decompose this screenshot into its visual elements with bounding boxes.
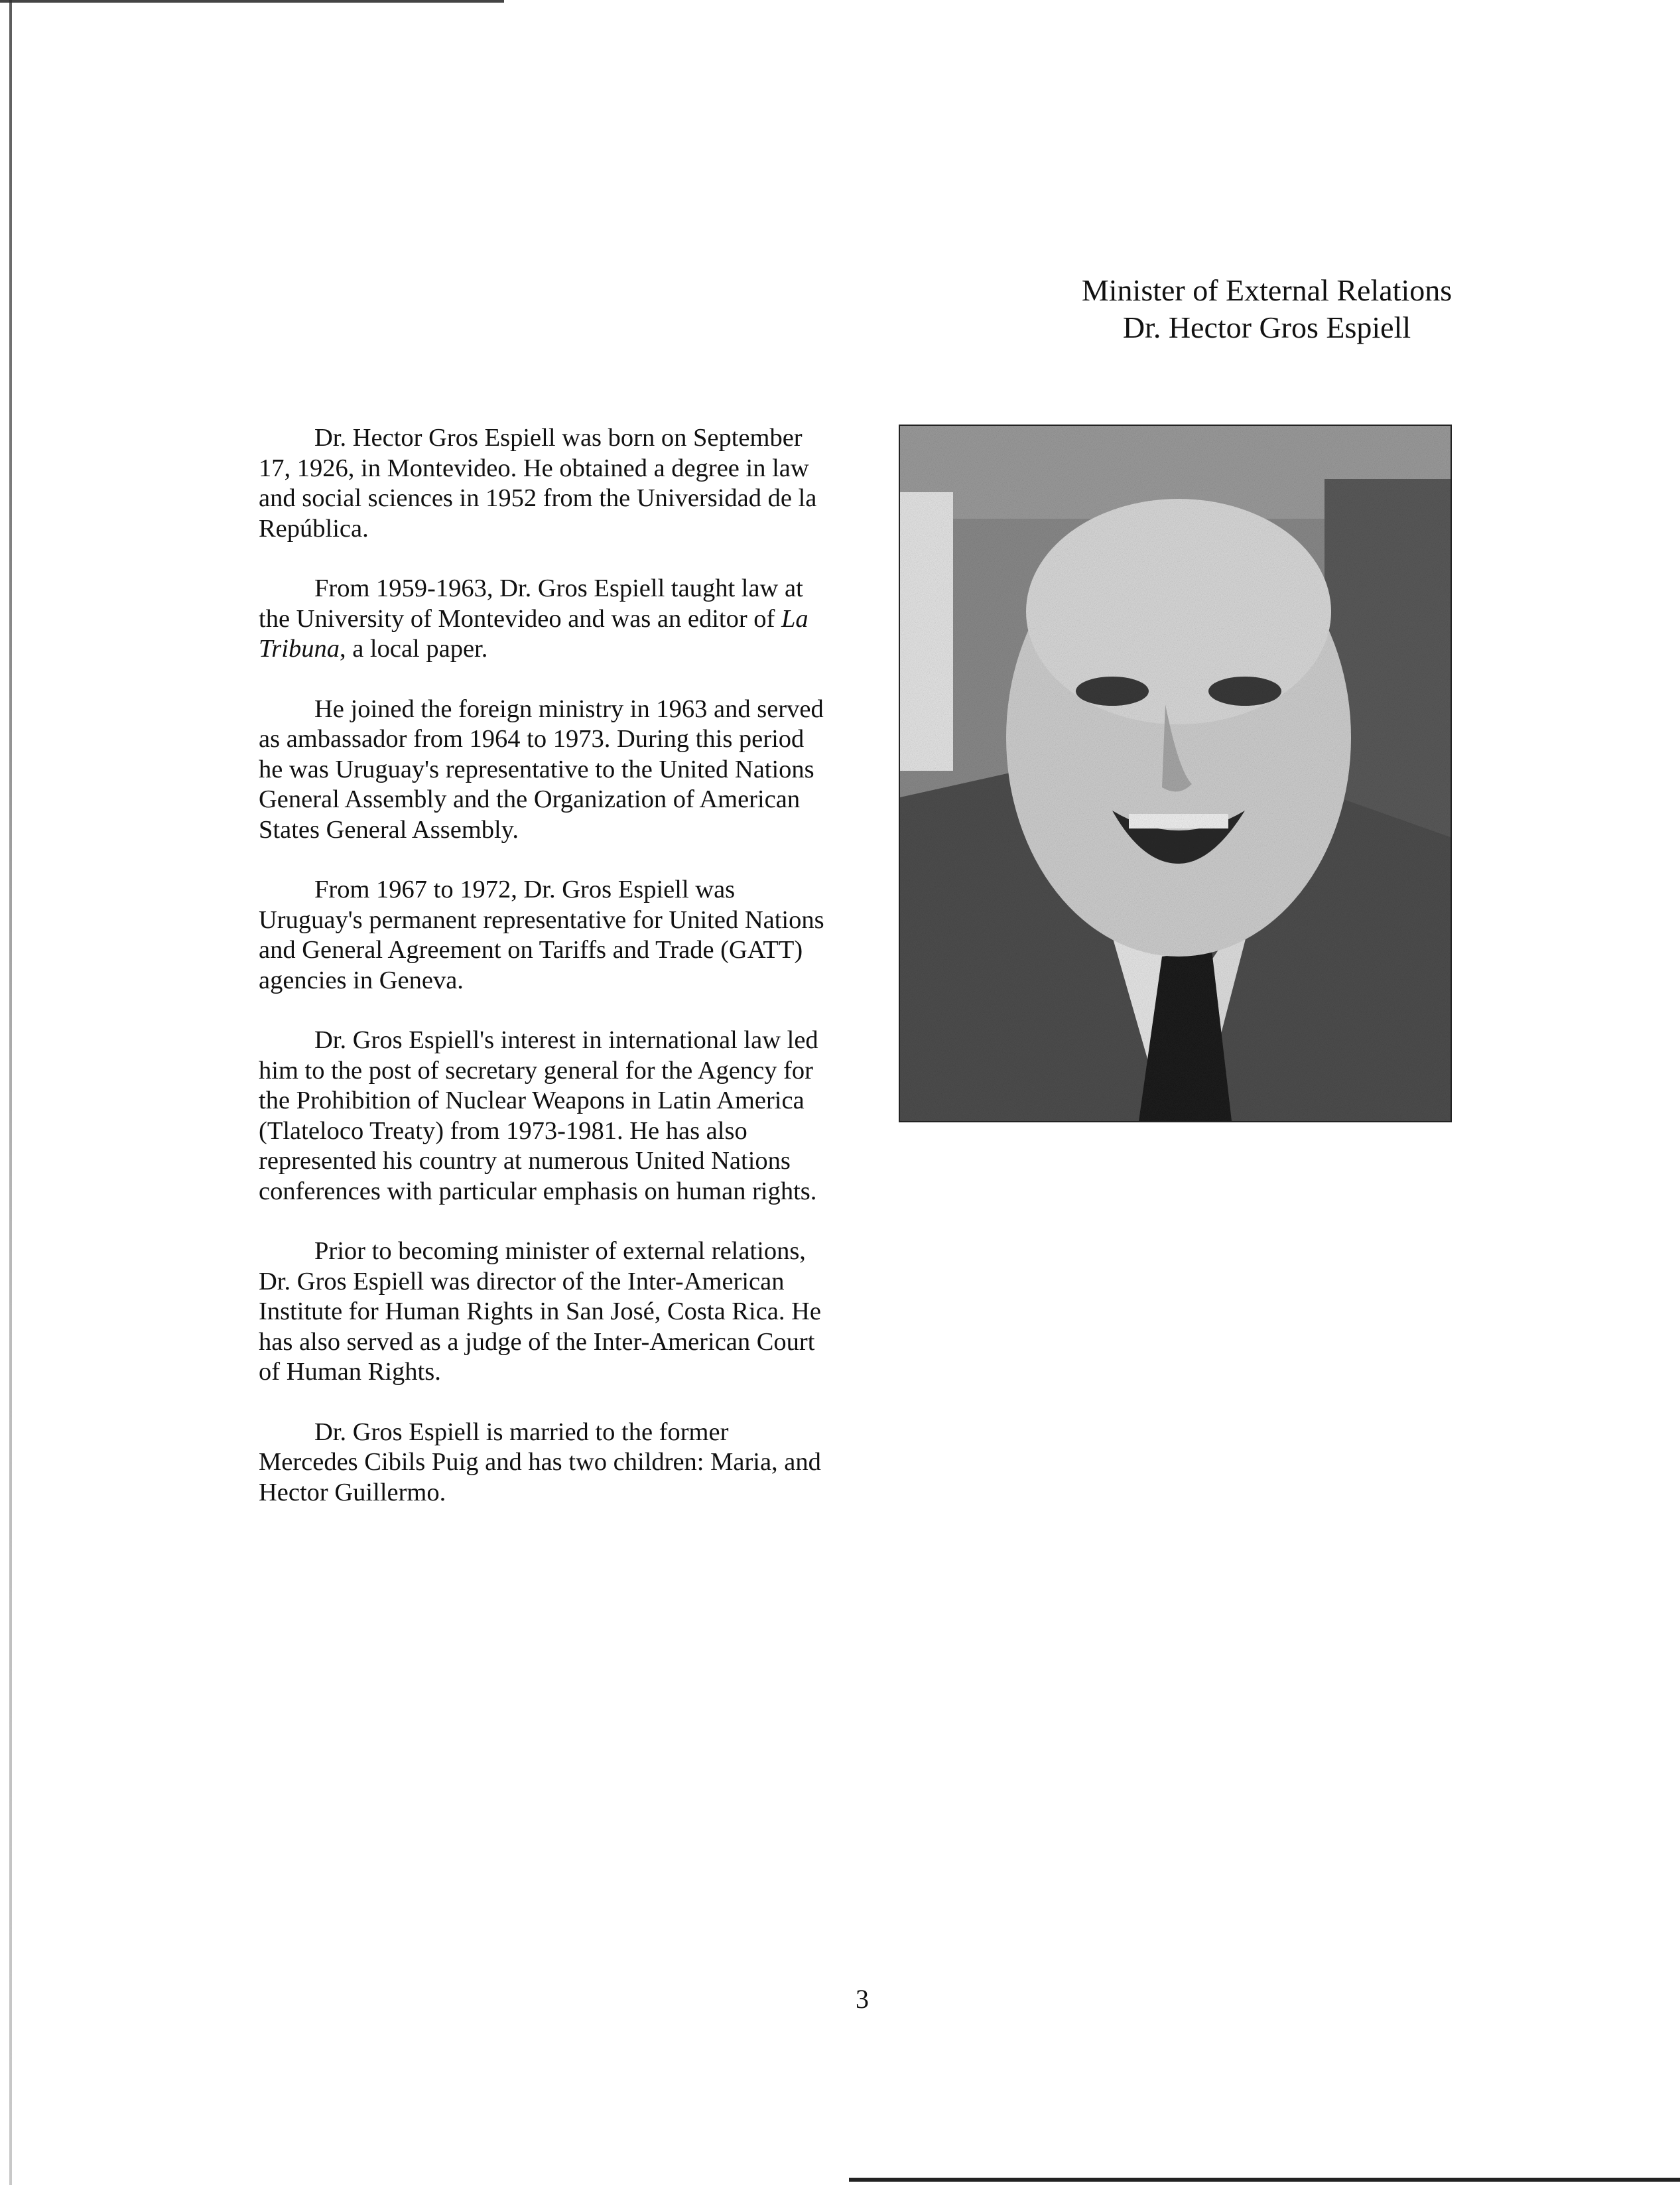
biography-text: [259, 423, 829, 1538]
scan-edge-bottom: [849, 2178, 1680, 2182]
paragraph-foreign-ministry: He joined the foreign ministry in 1963 and served as ambassador from 1964 to 1973. During this period he was Uruguay's representative to the United Nations General Assembly and the Organization of American States General Assembly.: [259, 695, 824, 844]
paragraph-human-rights: Prior to becoming minister of external relations, Dr. Gros Espiell was director of the Inter-American Institute for Human Rights in San José, Costa Rica. He has also served as a judge of the Inter-American Court of Human Rights.: [259, 1237, 821, 1386]
paragraph-birth: Dr. Hector Gros Espiell was born on September 17, 1926, in Montevideo. He obtained a degree in law and social sciences in 1952 from the Universidad de la República.: [259, 424, 817, 543]
scan-edge-top: [0, 0, 504, 3]
paragraph-teaching-end: , a local paper.: [339, 635, 488, 663]
portrait-illustration: [900, 426, 1451, 1121]
paragraph-family: Dr. Gros Espiell is married to the former Mercedes Cibils Puig and has two children: Maria, and Hector Guillermo.: [259, 1418, 821, 1506]
page-number: 3: [856, 1984, 869, 2014]
heading-title: Minister of External Relations: [1081, 273, 1453, 307]
paragraph-international-law: Dr. Gros Espiell's interest in international law led him to the post of secretary general for the Agency for the Prohibition of Nuclear Weapons in Latin America (Tlateloco Treaty) from 1973-1981. He has also represented his country at numerous United Nations conferences with particular emphasis on human rights.: [259, 1026, 818, 1205]
paragraph-teaching: [259, 574, 829, 665]
page-heading: [915, 272, 1618, 346]
heading-name: Dr. Hector Gros Espiell: [1122, 310, 1411, 344]
scan-edge-left: [9, 0, 12, 2185]
portrait-photo: [899, 425, 1452, 1122]
newspaper-title: La Tribuna: [259, 604, 808, 663]
paragraph-teaching-start: From 1959-1963, Dr. Gros Espiell taught law at the University of Montevideo and was an editor of: [259, 574, 803, 633]
paragraph-geneva: From 1967 to 1972, Dr. Gros Espiell was Uruguay's permanent representative for United Nations and General Agreement on Tariffs and Trade (GATT) agencies in Geneva.: [259, 876, 824, 994]
